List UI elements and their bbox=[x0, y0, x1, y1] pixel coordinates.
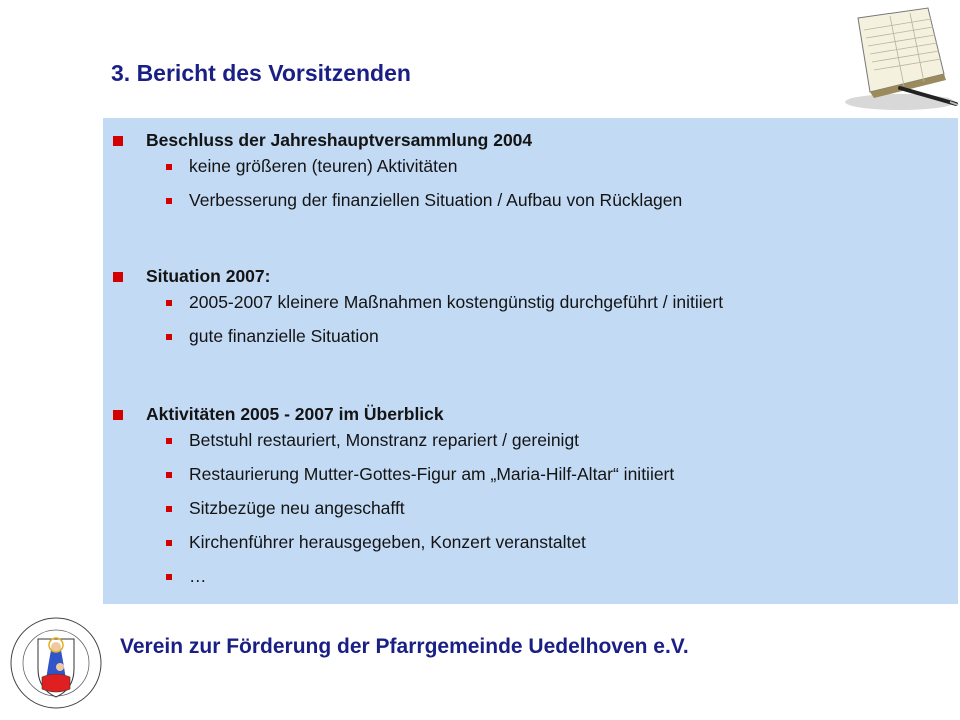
club-seal-logo bbox=[8, 615, 104, 711]
content-box bbox=[103, 118, 958, 604]
heading-text: Beschluss der Jahreshauptversammlung 2004 bbox=[146, 130, 533, 150]
small-square-bullet-icon bbox=[166, 540, 172, 546]
item-text: Sitzbezüge neu angeschafft bbox=[189, 498, 405, 518]
small-square-bullet-icon bbox=[166, 334, 172, 340]
notebook-pen-icon bbox=[830, 4, 960, 114]
item-text: Kirchenführer herausgegeben, Konzert veranstaltet bbox=[189, 532, 586, 552]
small-square-bullet-icon bbox=[166, 198, 172, 204]
item-text: gute finanzielle Situation bbox=[189, 326, 379, 346]
square-bullet-icon bbox=[113, 410, 123, 420]
square-bullet-icon bbox=[113, 136, 123, 146]
item-text: … bbox=[189, 566, 207, 586]
small-square-bullet-icon bbox=[166, 438, 172, 444]
small-square-bullet-icon bbox=[166, 574, 172, 580]
slide-title: 3. Bericht des Vorsitzenden bbox=[111, 60, 411, 86]
heading-text: Situation 2007: bbox=[146, 266, 271, 286]
small-square-bullet-icon bbox=[166, 506, 172, 512]
item-text: Verbesserung der finanziellen Situation / Aufbau von Rücklagen bbox=[189, 190, 683, 210]
item-text: Betstuhl restauriert, Monstranz repariert / gereinigt bbox=[189, 430, 580, 450]
item-text: Restaurierung Mutter-Gottes-Figur am „Maria-Hilf-Altar“ initiiert bbox=[189, 464, 675, 484]
square-bullet-icon bbox=[113, 272, 123, 282]
heading-text: Aktivitäten 2005 - 2007 im Überblick bbox=[146, 404, 444, 424]
small-square-bullet-icon bbox=[166, 164, 172, 170]
organization-name: Verein zur Förderung der Pfarrgemeinde Uedelhoven e.V. bbox=[120, 635, 689, 658]
item-text: 2005-2007 kleinere Maßnahmen kostengünstig durchgeführt / initiiert bbox=[189, 292, 724, 312]
item-text: keine größeren (teuren) Aktivitäten bbox=[189, 156, 458, 176]
small-square-bullet-icon bbox=[166, 472, 172, 478]
small-square-bullet-icon bbox=[166, 300, 172, 306]
